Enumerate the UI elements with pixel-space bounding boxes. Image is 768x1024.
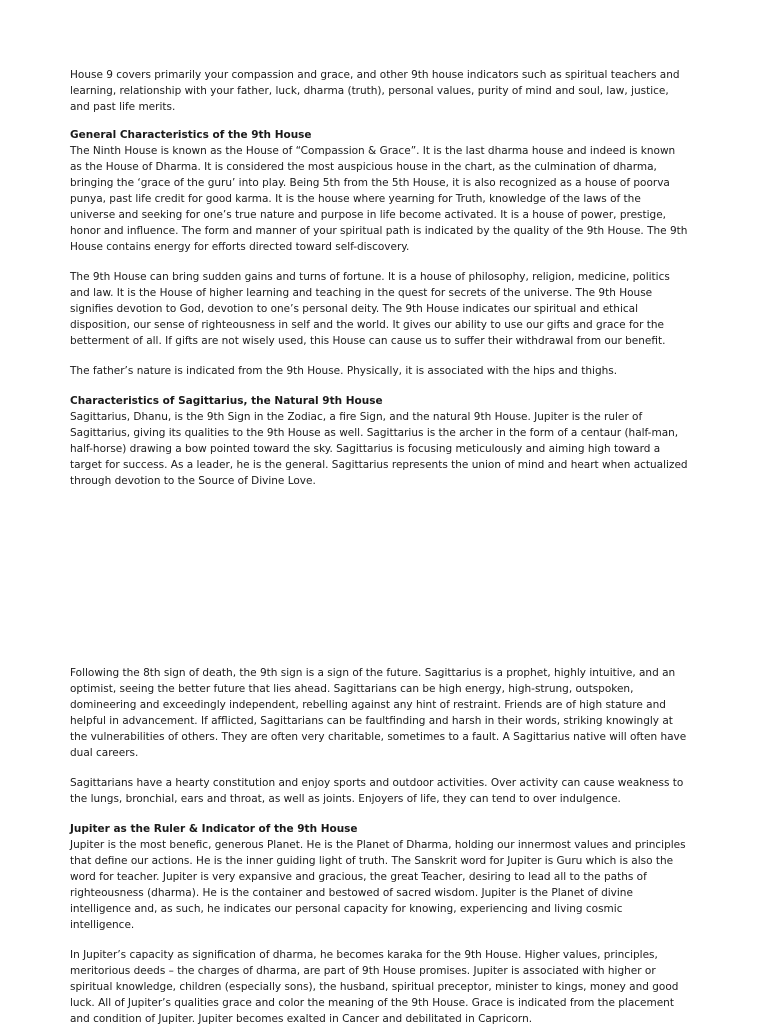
text-line: word for teacher. Jupiter is very expansive and gracious, the great Teacher, desiring to lead all to the paths of [70, 871, 647, 883]
text-line: Sagittarius, Dhanu, is the 9th Sign in the Zodiac, a fire Sign, and the natural 9th House. Jupiter is the ruler of [70, 411, 643, 423]
paragraph [70, 143, 702, 255]
text-line: the lungs, bronchial, ears and throat, as well as joints. Enjoyers of life, they can tend to over indulgence. [70, 793, 621, 805]
text-line: half-horse) drawing a bow pointed toward the sky. Sagittarius is focusing meticulously and aiming high toward a [70, 443, 661, 455]
text-line: Sagittarians have a hearty constitution and enjoy sports and outdoor activities. Over activity can cause weakness to [70, 777, 684, 789]
text-line: dual careers. [70, 747, 139, 759]
text-line: betterment of all. If gifts are not wisely used, this House can cause us to suffer their withdrawal from our benefit. [70, 335, 666, 347]
text-line: as the House of Dharma. It is considered the most auspicious house in the chart, as the culmination of dharma, [70, 161, 657, 173]
section-heading: General Characteristics of the 9th House [70, 129, 312, 141]
text-line: target for success. As a leader, he is the general. Sagittarius represents the union of mind and heart when actualized [70, 459, 688, 471]
paragraph [70, 665, 702, 761]
text-line: righteousness (dharma). He is the container and bestowed of sacred wisdom. Jupiter is the Planet of divine [70, 887, 633, 899]
text-line: House contains energy for efforts directed toward self-discovery. [70, 241, 410, 253]
text-line: The 9th House can bring sudden gains and turns of fortune. It is a house of philosophy, religion, medicine, politics [70, 271, 670, 283]
section-general-characteristics [70, 127, 702, 255]
text-line: through devotion to the Source of Divine Love. [70, 475, 316, 487]
section-heading: Characteristics of Sagittarius, the Natural 9th House [70, 395, 383, 407]
text-line: bringing the ‘grace of the guru’ into play. Being 5th from the 5th House, it is also recognized as a house of poorva [70, 177, 670, 189]
text-line: domineering and exceedingly independent, rebelling against any hint of restraint. Friends are of high stature and [70, 699, 666, 711]
text-line: signifies devotion to God, devotion to one’s personal deity. The 9th House indicates our spiritual and ethical [70, 303, 638, 315]
text-line: and law. It is the House of higher learning and teaching in the quest for secrets of the universe. The 9th House [70, 287, 653, 299]
text-line: learning, relationship with your father, luck, dharma (truth), personal values, purity of mind and soul, law, justice, [70, 85, 669, 97]
text-line: spiritual knowledge, children (especially sons), the husband, spiritual preceptor, minister to kings, money and good [70, 981, 679, 993]
text-line: helpful in advancement. If afflicted, Sagittarians can be faultfinding and harsh in their words, striking knowingly at [70, 715, 673, 727]
text-line: honor and influence. The form and manner of your spiritual path is indicated by the quality of the 9th House. The 9th [70, 225, 688, 237]
section-sagittarius [70, 393, 702, 489]
text-line: Jupiter is the most benefic, generous Planet. He is the Planet of Dharma, holding our innermost values and principles [70, 839, 686, 851]
text-line: The Ninth House is known as the House of “Compassion & Grace”. It is the last dharma house and indeed is known [70, 145, 676, 157]
text-line: Sagittarius, giving its qualities to the 9th House as well. Sagittarius is the archer in the form of a centaur (half-man, [70, 427, 679, 439]
text-line: House 9 covers primarily your compassion and grace, and other 9th house indicators such as spiritual teachers and [70, 69, 680, 81]
text-line: Following the 8th sign of death, the 9th sign is a sign of the future. Sagittarius is a prophet, highly intuitive, and an [70, 667, 676, 679]
paragraph [70, 775, 702, 807]
text-line: The father’s nature is indicated from the 9th House. Physically, it is associated with the hips and thighs. [70, 365, 618, 377]
text-line: universe and seeking for one’s true nature and purpose in life become activated. It is a house of power, prestige, [70, 209, 667, 221]
paragraph [70, 409, 702, 489]
paragraph [70, 269, 702, 349]
text-line: punya, past life credit for good karma. It is the house where yearning for Truth, knowledge of the laws of the [70, 193, 641, 205]
text-line: that define our actions. He is the inner guiding light of truth. The Sanskrit word for Jupiter is Guru which is also the [70, 855, 674, 867]
text-line: disposition, our sense of righteousness in self and the world. It gives our ability to use our gifts and grace for the [70, 319, 664, 331]
text-line: the vulnerabilities of others. They are often very charitable, sometimes to a fault. A Sagittarius native will often have [70, 731, 687, 743]
text-line: meritorious deeds – the charges of dharma, are part of 9th House promises. Jupiter is associated with higher or [70, 965, 656, 977]
paragraph [70, 837, 702, 933]
text-line: optimist, seeing the better future that lies ahead. Sagittarians can be high energy, high-strung, outspoken, [70, 683, 634, 695]
text-line: luck. All of Jupiter’s qualities grace and color the meaning of the 9th House. Grace is indicated from the placement [70, 997, 674, 1009]
text-line: and past life merits. [70, 101, 176, 113]
paragraph [70, 363, 702, 379]
paragraph [70, 947, 702, 1024]
text-line: In Jupiter’s capacity as signification of dharma, he becomes karaka for the 9th House. Higher values, principles, [70, 949, 658, 961]
text-line: and condition of Jupiter. Jupiter becomes exalted in Cancer and debilitated in Capricorn. [70, 1013, 533, 1024]
text-line: intelligence. [70, 919, 135, 931]
section-jupiter [70, 821, 702, 933]
text-line: intelligence and, as such, he indicates our personal capacity for knowing, experiencing and living cosmic [70, 903, 623, 915]
intro-paragraph [70, 67, 702, 115]
section-heading: Jupiter as the Ruler & Indicator of the 9th House [70, 823, 358, 835]
